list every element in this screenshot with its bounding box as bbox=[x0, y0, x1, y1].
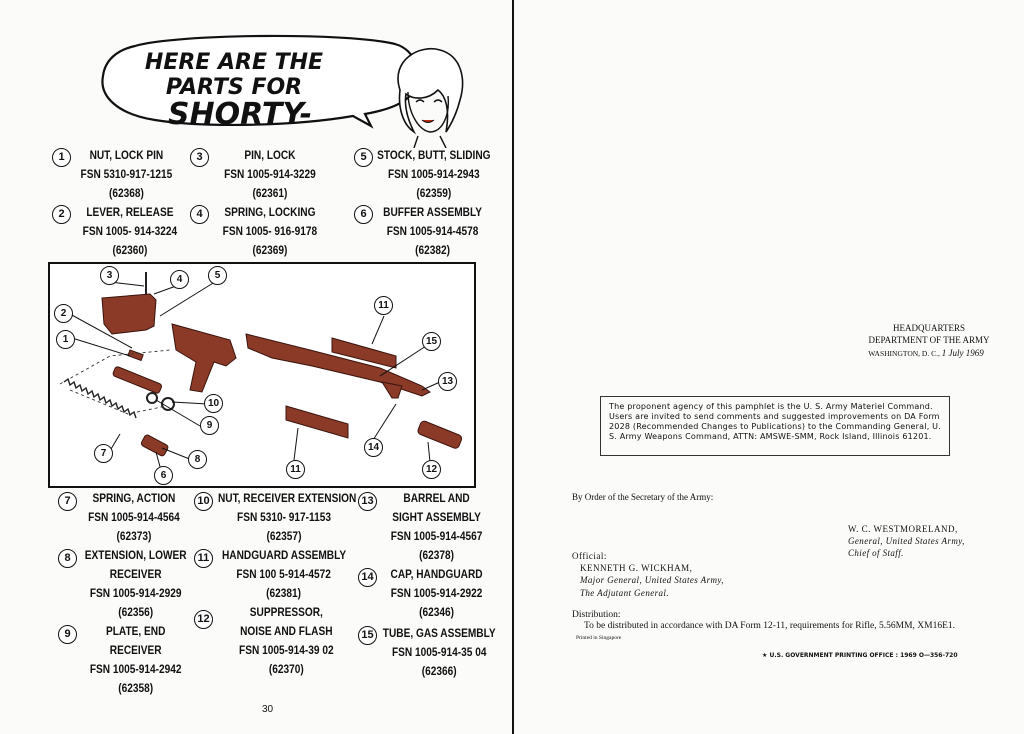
hq-place: WASHINGTON, D. C., bbox=[868, 349, 942, 358]
part-number-6: 6 bbox=[354, 205, 373, 224]
callout-2: 2 bbox=[54, 304, 73, 323]
callout-10: 10 bbox=[204, 394, 223, 413]
part-number-3: 3 bbox=[190, 148, 209, 167]
part-name: TUBE, GAS ASSEMBLY bbox=[382, 628, 496, 640]
part-number-7: 7 bbox=[58, 492, 77, 511]
printed-in: Printed in Singapore bbox=[576, 635, 622, 641]
part-name: LEVER, RELEASE bbox=[86, 207, 174, 219]
part-name-line1: PLATE, END bbox=[105, 626, 166, 638]
part-fsn: FSN 1005-914-4567 bbox=[390, 531, 483, 543]
official-name: KENNETH G. WICKHAM, bbox=[580, 563, 693, 573]
part-name-line2: RECEIVER bbox=[109, 569, 162, 581]
part-9 bbox=[82, 623, 189, 699]
by-order-line: By Order of the Secretary of the Army: bbox=[572, 492, 714, 502]
part-number-15: 15 bbox=[358, 626, 377, 645]
part-number-2: 2 bbox=[52, 205, 71, 224]
part-number-5: 5 bbox=[354, 148, 373, 167]
part-2 bbox=[78, 204, 182, 261]
bubble-line2: PARTS FOR bbox=[165, 75, 303, 100]
hq-line2: DEPARTMENT OF THE ARMY bbox=[868, 335, 990, 345]
part-3 bbox=[218, 147, 322, 204]
part-8 bbox=[82, 547, 189, 623]
callout-7: 7 bbox=[94, 444, 113, 463]
part-name-line2: NOISE AND FLASH bbox=[240, 626, 333, 638]
part-number-12: 12 bbox=[194, 610, 213, 629]
part-fsn: FSN 5310-917-1215 bbox=[80, 169, 173, 181]
part-name-line1: BARREL AND bbox=[403, 493, 470, 505]
callout-13: 13 bbox=[438, 372, 457, 391]
part-code: (62361) bbox=[252, 188, 288, 200]
right-page bbox=[514, 0, 1024, 734]
part-name: NUT, RECEIVER EXTENSION bbox=[218, 493, 357, 505]
part-name-line2: SIGHT ASSEMBLY bbox=[392, 512, 481, 524]
exploded-parts-diagram bbox=[48, 262, 476, 488]
part-fsn: FSN 1005-914-3229 bbox=[224, 169, 316, 181]
part-number-8: 8 bbox=[58, 549, 77, 568]
rifle-parts-drawing bbox=[50, 264, 474, 486]
part-4 bbox=[218, 204, 322, 261]
part-10 bbox=[218, 490, 357, 547]
part-7 bbox=[82, 490, 186, 547]
part-number-11: 11 bbox=[194, 549, 213, 568]
bubble-line3: SHORTY- bbox=[167, 97, 313, 132]
part-code: (62381) bbox=[266, 588, 302, 600]
part-name-line1: EXTENSION, LOWER bbox=[84, 550, 187, 562]
part-fsn: FSN 1005- 914-3224 bbox=[82, 226, 178, 238]
official-title1: Major General, United States Army, bbox=[580, 575, 724, 585]
part-number-1: 1 bbox=[52, 148, 71, 167]
part-fsn: FSN 1005- 916-9178 bbox=[222, 226, 318, 238]
part-fsn: FSN 1005-914-4578 bbox=[386, 226, 479, 238]
part-number-13: 13 bbox=[358, 492, 377, 511]
distribution-text: To be distributed in accordance with DA Form 12-11, requirements for Rifle, 5.56MM, XM16E1. bbox=[584, 621, 955, 631]
callout-8: 8 bbox=[188, 450, 207, 469]
official-title2: The Adjutant General. bbox=[580, 588, 669, 598]
page-number: 30 bbox=[262, 704, 274, 715]
callout-15: 15 bbox=[422, 332, 441, 351]
part-code: (62357) bbox=[266, 531, 302, 543]
part-code: (62368) bbox=[108, 188, 144, 200]
part-name-line2: RECEIVER bbox=[109, 645, 162, 657]
callout-3: 3 bbox=[100, 266, 119, 285]
signer-title2: Chief of Staff. bbox=[848, 548, 904, 558]
signer-title1: General, United States Army, bbox=[848, 536, 965, 546]
callout-6: 6 bbox=[154, 466, 173, 485]
part-1 bbox=[78, 147, 175, 204]
part-6 bbox=[378, 204, 487, 261]
callout-5: 5 bbox=[208, 266, 227, 285]
part-fsn: FSN 5310- 917-1153 bbox=[237, 512, 331, 524]
part-number-4: 4 bbox=[190, 205, 209, 224]
callout-1: 1 bbox=[56, 330, 75, 349]
part-fsn: FSN 1005-914-2929 bbox=[89, 588, 182, 600]
part-name: HANDGUARD ASSEMBLY bbox=[222, 550, 347, 562]
part-code: (62356) bbox=[118, 607, 154, 619]
part-fsn: FSN 1005-914-39 02 bbox=[239, 645, 334, 657]
part-fsn: FSN 1005-914-4564 bbox=[88, 512, 180, 524]
part-code: (62360) bbox=[112, 245, 148, 257]
part-name: PIN, LOCK bbox=[244, 150, 296, 162]
part-fsn: FSN 100 5-914-4572 bbox=[236, 569, 331, 581]
part-fsn: FSN 1005-914-2922 bbox=[390, 588, 483, 600]
distribution-label: Distribution: bbox=[572, 610, 621, 620]
callout-11-lower: 11 bbox=[286, 460, 305, 479]
part-11 bbox=[222, 547, 345, 604]
part-14 bbox=[382, 566, 491, 623]
part-13 bbox=[382, 490, 491, 566]
gpo-imprint: ★ U.S. GOVERNMENT PRINTING OFFICE : 1969 O—356-720 bbox=[762, 652, 958, 659]
part-name: SPRING, LOCKING bbox=[224, 207, 316, 219]
part-code: (62373) bbox=[116, 531, 152, 543]
callout-4: 4 bbox=[170, 270, 189, 289]
part-name: BUFFER ASSEMBLY bbox=[383, 207, 482, 219]
bubble-line1: HERE ARE THE bbox=[144, 50, 324, 75]
hq-line1: HEADQUARTERS bbox=[893, 323, 965, 333]
part-code: (62369) bbox=[252, 245, 288, 257]
part-code: (62382) bbox=[415, 245, 450, 257]
part-name: STOCK, BUTT, SLIDING bbox=[377, 150, 491, 162]
part-code: (62346) bbox=[419, 607, 454, 619]
part-number-9: 9 bbox=[58, 625, 77, 644]
part-fsn: FSN 1005-914-2943 bbox=[387, 169, 480, 181]
callout-14: 14 bbox=[364, 438, 383, 457]
part-code: (62359) bbox=[416, 188, 452, 200]
part-code: (62378) bbox=[419, 550, 454, 562]
part-12 bbox=[230, 604, 343, 680]
callout-12: 12 bbox=[422, 460, 441, 479]
callout-11-upper: 11 bbox=[374, 296, 393, 315]
callout-9: 9 bbox=[200, 416, 219, 435]
part-code: (62358) bbox=[118, 683, 154, 695]
part-name-line1: SUPPRESSOR, bbox=[249, 607, 323, 619]
part-15 bbox=[382, 625, 496, 682]
hq-date: 1 July 1969 bbox=[941, 348, 984, 358]
part-5 bbox=[374, 147, 494, 204]
part-name: CAP, HANDGUARD bbox=[390, 569, 483, 581]
signer-name: W. C. WESTMORELAND, bbox=[848, 524, 958, 534]
part-name: SPRING, ACTION bbox=[92, 493, 176, 505]
official-label: Official: bbox=[572, 551, 607, 561]
part-number-14: 14 bbox=[358, 568, 377, 587]
part-code: (62370) bbox=[268, 664, 304, 676]
part-name: NUT, LOCK PIN bbox=[89, 150, 164, 162]
hq-dateline bbox=[836, 347, 1016, 360]
proponent-notice: The proponent agency of this pamphlet is the U. S. Army Materiel Command. Users are invited to send comments and suggested improvements on DA Form 2028 (Recommended Changes to Publications) to the Commanding General, U. S. Army Weapons Command, ATTN: AMSWE-SMM, Rock Island, Illinois 61201. bbox=[600, 396, 950, 456]
part-code: (62366) bbox=[421, 666, 457, 678]
part-fsn: FSN 1005-914-2942 bbox=[89, 664, 182, 676]
part-number-10: 10 bbox=[194, 492, 213, 511]
part-fsn: FSN 1005-914-35 04 bbox=[391, 647, 487, 659]
cartoon-woman-illustration bbox=[380, 40, 470, 148]
